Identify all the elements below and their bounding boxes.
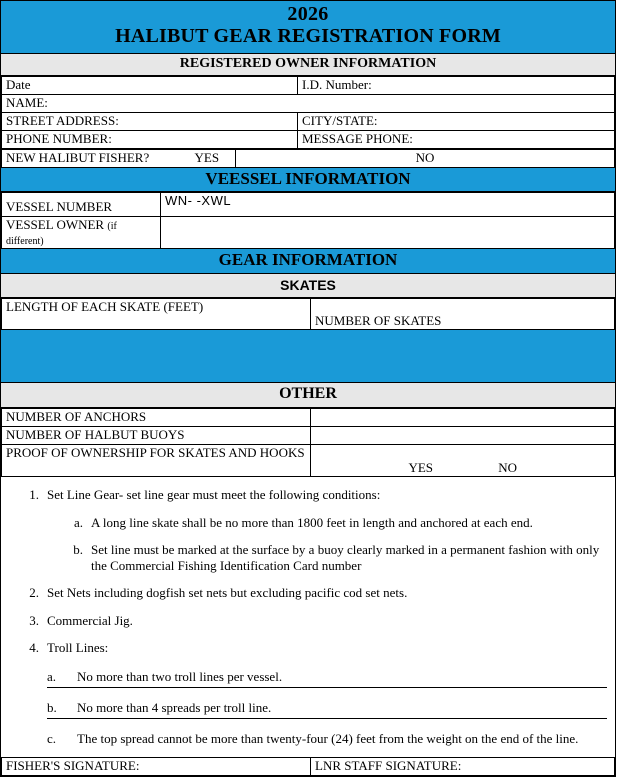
- list-item: [25, 487, 607, 503]
- vessel-number-label: VESSEL NUMBER: [2, 193, 161, 217]
- list-text: Set Line Gear- set line gear must meet the following conditions:: [47, 487, 381, 503]
- section-header-registered-owner-information: REGISTERED OWNER INFORMATION: [1, 54, 615, 75]
- number-of-anchors-value[interactable]: [311, 408, 615, 426]
- list-marker: c.: [47, 730, 57, 746]
- name-label[interactable]: NAME:: [2, 94, 615, 112]
- number-of-anchors-label[interactable]: NUMBER OF ANCHORS: [2, 408, 311, 426]
- section-header-gear-information: GEAR INFORMATION: [1, 249, 615, 274]
- fisher-signature-label[interactable]: FISHER'S SIGNATURE:: [2, 757, 311, 775]
- table-row-date-id: [2, 76, 615, 94]
- new-fisher-yes-option[interactable]: YES: [194, 149, 220, 165]
- list-text: The top spread cannot be more than twenty-four (24) feet from the weight on the end of the line.: [77, 730, 579, 746]
- list-text: No more than 4 spreads per troll line.: [77, 700, 272, 716]
- table-row-name: [2, 94, 615, 112]
- other-table: [1, 408, 615, 478]
- vessel-owner-label: VESSEL OWNER: [6, 217, 105, 233]
- length-of-each-skate-label[interactable]: LENGTH OF EACH SKATE (FEET): [2, 298, 311, 330]
- troll-list-item: [47, 731, 607, 749]
- signature-table: [1, 757, 615, 776]
- list-text: A long line skate shall be no more than 1800 feet in length and anchored at each end.: [91, 514, 533, 530]
- troll-list-item: [47, 700, 607, 719]
- list-text: Troll Lines:: [47, 639, 109, 655]
- proof-no-option[interactable]: NO: [498, 459, 518, 475]
- table-row-proof-of-ownership: [2, 444, 615, 477]
- number-of-halbut-buoys-value[interactable]: [311, 426, 615, 444]
- proof-of-ownership-options: [311, 444, 615, 477]
- list-marker: 2.: [29, 585, 39, 601]
- form-heading: HALIBUT GEAR REGISTRATION FORM: [115, 25, 501, 48]
- table-row-address: [2, 112, 615, 130]
- list-item: [25, 613, 607, 629]
- vessel-number-value[interactable]: WN- -XWL: [161, 193, 615, 217]
- id-number-label[interactable]: I.D. Number:: [298, 76, 615, 94]
- table-row-number-of-anchors: [2, 408, 615, 426]
- vessel-information-table: [1, 192, 615, 249]
- proof-of-ownership-label[interactable]: PROOF OF OWNERSHIP FOR SKATES AND HOOKS: [2, 444, 311, 477]
- form-year: 2026: [287, 3, 329, 25]
- registered-owner-table: [1, 76, 615, 149]
- table-row-signatures: [2, 757, 615, 775]
- list-text: Set Nets including dogfish set nets but excluding pacific cod set nets.: [47, 585, 408, 601]
- list-item: [71, 515, 607, 531]
- troll-list-item: [47, 669, 607, 688]
- new-fisher-cell: [2, 149, 236, 167]
- table-row-skates: [2, 298, 615, 330]
- proof-yes-option[interactable]: YES: [408, 459, 433, 475]
- new-fisher-label: NEW HALIBUT FISHER?: [6, 149, 150, 165]
- table-row-vessel-owner: [2, 217, 615, 249]
- table-row-phone: [2, 130, 615, 148]
- list-text: Set line must be marked at the surface by a buoy clearly marked in a permanent fashion with only the Commercial Fishing Identification Card number: [91, 541, 600, 574]
- city-state-label[interactable]: CITY/STATE:: [298, 112, 615, 130]
- lnr-staff-signature-label[interactable]: LNR STAFF SIGNATURE:: [311, 757, 615, 775]
- form-title-banner: [1, 1, 615, 54]
- vessel-owner-value[interactable]: [161, 217, 615, 249]
- section-header-other: OTHER: [1, 383, 615, 408]
- list-marker: 1.: [29, 487, 39, 503]
- street-address-label[interactable]: STREET ADDRESS:: [2, 112, 298, 130]
- date-label[interactable]: Date: [2, 76, 298, 94]
- new-fisher-no-option[interactable]: NO: [236, 149, 615, 167]
- table-row-new-halibut-fisher: [2, 149, 615, 167]
- list-item: [25, 640, 607, 656]
- list-text: No more than two troll lines per vessel.: [77, 669, 283, 685]
- table-row-number-of-halbut-buoys: [2, 426, 615, 444]
- blue-spacer-band: [1, 330, 615, 383]
- subsection-header-skates: SKATES: [1, 274, 615, 298]
- number-of-halbut-buoys-label[interactable]: NUMBER OF HALBUT BUOYS: [2, 426, 311, 444]
- message-phone-label[interactable]: MESSAGE PHONE:: [298, 130, 615, 148]
- list-marker: a.: [47, 669, 57, 685]
- list-marker: 4.: [29, 639, 39, 655]
- list-marker: b.: [73, 541, 83, 557]
- list-marker: a.: [73, 514, 83, 530]
- gear-conditions-list: [1, 477, 615, 756]
- list-text: Commercial Jig.: [47, 612, 133, 628]
- vessel-owner-note: (if different): [6, 221, 117, 247]
- list-item: [71, 542, 607, 575]
- vessel-owner-label-cell: [2, 217, 161, 249]
- number-of-skates-label[interactable]: NUMBER OF SKATES: [311, 298, 615, 330]
- list-marker: 3.: [29, 612, 39, 628]
- list-item: [25, 585, 607, 601]
- skates-table: [1, 298, 615, 331]
- new-fisher-table: [1, 149, 615, 168]
- section-header-vessel-information: VEESSEL INFORMATION: [1, 168, 615, 193]
- table-row-vessel-number: [2, 193, 615, 217]
- phone-number-label[interactable]: PHONE NUMBER:: [2, 130, 298, 148]
- list-marker: b.: [47, 700, 57, 716]
